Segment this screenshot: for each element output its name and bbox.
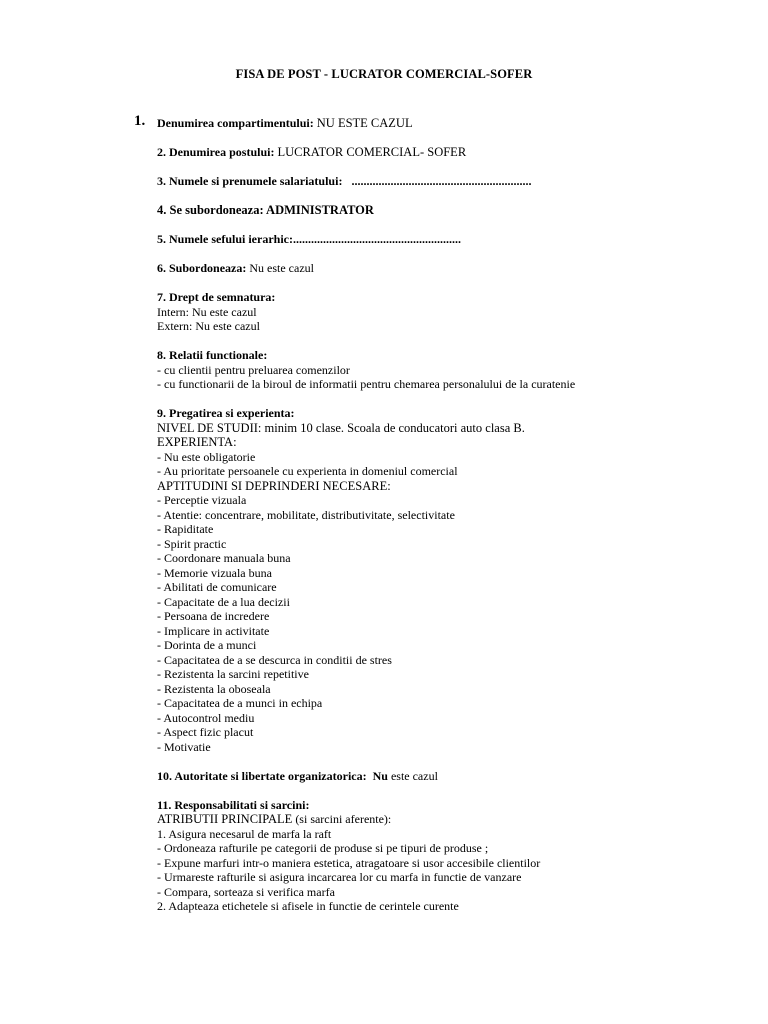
section-9 xyxy=(157,406,737,754)
section-9-aptitude-line: - Autocontrol mediu xyxy=(157,710,255,725)
section-6-label: 6. Subordoneaza: xyxy=(157,261,247,275)
section-9-aptitude-line: - Atentie: concentrare, mobilitate, distributivitate, selectivitate xyxy=(157,507,455,522)
section-11 xyxy=(157,798,737,914)
section-1 xyxy=(134,113,737,131)
section-6 xyxy=(157,261,737,276)
section-9-aptitude-line: - Capacitatea de a munci in echipa xyxy=(157,696,323,710)
section-6-value: Nu este cazul xyxy=(249,261,314,275)
document-title: FISA DE POST - LUCRATOR COMERCIAL-SOFER xyxy=(235,67,533,81)
section-1-number: 1. xyxy=(134,113,146,129)
section-9-experience-line: - Au prioritate persoanele cu experienta in domeniul comercial xyxy=(157,464,458,478)
section-9-aptitude-line: - Coordonare manuala buna xyxy=(157,551,291,565)
section-9-experience-line: - Nu este obligatorie xyxy=(157,449,256,464)
section-5-value: ........................................................ xyxy=(292,232,461,246)
section-9-aptitude-line: - Aspect fizic placut xyxy=(157,725,254,739)
section-4-label: 4. Se subordoneaza: ADMINISTRATOR xyxy=(157,203,374,217)
section-8-line: - cu clientii pentru preluarea comenzilor xyxy=(157,362,350,377)
section-2-value: LUCRATOR COMERCIAL- SOFER xyxy=(277,145,467,159)
section-9-aptitude-line: - Rapiditate xyxy=(157,522,214,536)
section-5-label: 5. Numele sefului ierarhic: xyxy=(157,232,293,246)
section-9-label: 9. Pregatirea si experienta: xyxy=(157,406,295,420)
section-7 xyxy=(157,290,737,334)
section-1-value: NU ESTE CAZUL xyxy=(316,116,413,130)
section-8-line: - cu functionarii de la biroul de informatii pentru chemarea personalului de la curatenie xyxy=(157,377,576,391)
section-11-duty-line: 2. Adapteaza etichetele si afisele in functie de cerintele curente xyxy=(157,899,459,913)
section-3 xyxy=(157,174,737,189)
section-8-label: 8. Relatii functionale: xyxy=(157,348,268,362)
section-9-aptitudes-heading: APTITUDINI SI DEPRINDERI NECESARE: xyxy=(157,478,391,493)
section-2 xyxy=(157,145,737,160)
section-5 xyxy=(157,232,737,247)
section-7-line: Intern: Nu este cazul xyxy=(157,304,257,319)
section-9-aptitude-line: - Motivatie xyxy=(157,739,211,754)
section-1-label: Denumirea compartimentului: xyxy=(157,116,314,130)
section-9-aptitude-line: - Rezistenta la sarcini repetitive xyxy=(157,667,309,681)
section-9-aptitude-line: - Perceptie vizuala xyxy=(157,493,247,507)
section-9-aptitude-line: - Capacitatea de a se descurca in conditii de stres xyxy=(157,652,392,667)
section-2-label: 2. Denumirea postului: xyxy=(157,145,275,159)
section-8 xyxy=(157,348,737,392)
section-9-experience-heading: EXPERIENTA: xyxy=(157,435,237,449)
section-9-aptitude-line: - Implicare in activitate xyxy=(157,623,270,638)
section-9-studies: NIVEL DE STUDII: minim 10 clase. Scoala de conducatori auto clasa B. xyxy=(157,420,525,435)
section-9-aptitude-line: - Capacitate de a lua decizii xyxy=(157,594,290,609)
section-11-duties-subheading: (si sarcini aferente): xyxy=(295,812,392,826)
section-11-duty-line: - Urmareste rafturile si asigura incarcarea lor cu marfa in functie de vanzare xyxy=(157,870,522,884)
section-4 xyxy=(157,203,737,218)
section-11-duty-line: - Expune marfuri intr-o maniera estetica, atragatoare si usor accesibile clientilor xyxy=(157,855,541,870)
section-11-duty-line: - Ordoneaza rafturile pe categorii de produse si pe tipuri de produse ; xyxy=(157,841,489,855)
section-9-aptitude-line: - Memorie vizuala buna xyxy=(157,565,272,580)
section-11-duties-heading: ATRIBUTII PRINCIPALE xyxy=(157,812,293,826)
section-9-aptitude-line: - Spirit practic xyxy=(157,536,227,551)
section-7-label: 7. Drept de semnatura: xyxy=(157,290,276,304)
section-9-aptitude-line: - Persoana de incredere xyxy=(157,609,270,623)
section-11-duty-line: 1. Asigura necesarul de marfa la raft xyxy=(157,826,332,841)
section-9-aptitude-line: - Abilitati de comunicare xyxy=(157,580,277,594)
section-3-label: 3. Numele si prenumele salariatului: xyxy=(157,174,343,188)
section-10-nu: Nu xyxy=(372,768,388,783)
document-body xyxy=(134,113,737,928)
section-11-label: 11. Responsabilitati si sarcini: xyxy=(157,797,310,812)
section-9-aptitude-line: - Rezistenta la oboseala xyxy=(157,681,271,696)
section-3-value: ............................................................ xyxy=(351,174,532,188)
section-10 xyxy=(157,769,737,784)
section-7-line: Extern: Nu este cazul xyxy=(157,319,260,333)
section-11-duty-line: - Compara, sorteaza si verifica marfa xyxy=(157,884,335,899)
section-9-aptitude-line: - Dorinta de a munci xyxy=(157,638,257,652)
section-10-value: este cazul xyxy=(390,768,438,783)
section-10-label: 10. Autoritate si libertate organizatorica: xyxy=(157,768,367,783)
